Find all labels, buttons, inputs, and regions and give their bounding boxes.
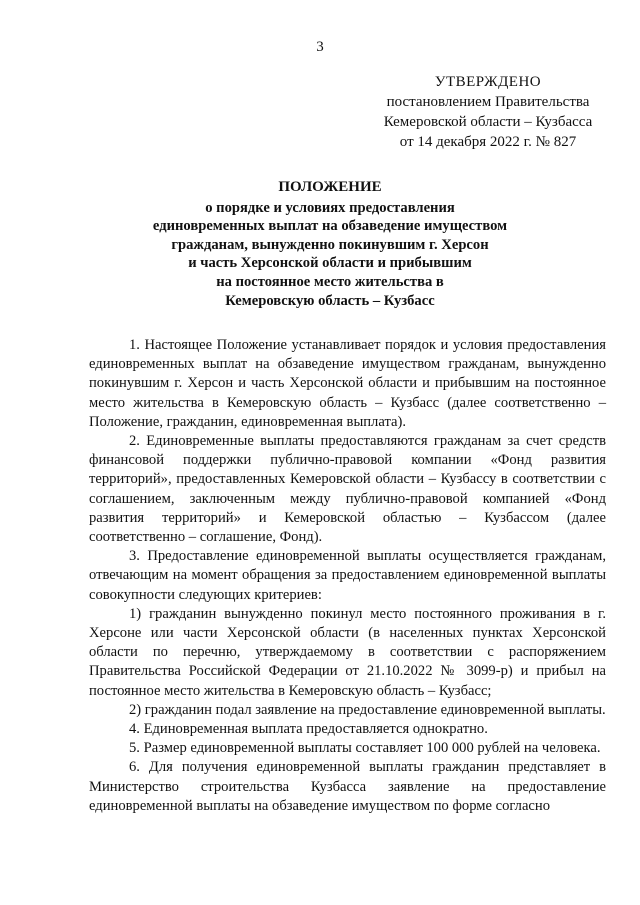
document-title: ПОЛОЖЕНИЕ (278, 179, 382, 195)
title-line: Кемеровскую область – Кузбасс (225, 292, 435, 309)
approval-heading: УТВЕРЖДЕНО (434, 74, 542, 90)
paragraph-3: 3. Предоставление единовременной выплаты осуществляется гражданам, отвечающим на момент обращения за предоставлением единовременной выплаты совокупности следующих критериев: (89, 548, 606, 603)
criterion-1: 1) гражданин вынужденно покинул место постоянного проживания в г. Херсоне или части Херсонской области (в населенных пунктах Херсонской области по перечню, утверждаемому в соответствии с распоряжением Правительства Российской Федерации от 21.10.2022 № 3099-р) и прибыл на постоянное место жительства в Кемеровскую область – Кузбасс; (89, 605, 606, 699)
paragraph-2: 2. Единовременные выплаты предоставляются гражданам за счет средств финансовой поддержки публично-правовой компании «Фонд развития территорий», предоставленных Кемеровской области – Кузбассу в соответствии с соглашением, заключенным между публично-правовой компанией «Фонд развития территорий» и Кемеровской областью – Кузбассом (далее соответственно – соглашение, Фонд). (89, 433, 606, 546)
title-line: на постоянное место жительства в (216, 273, 444, 290)
approval-line-region: Кемеровской области – Кузбасса (383, 114, 593, 130)
title-line: о порядке и условиях предоставления (205, 199, 455, 216)
document-body (89, 336, 606, 816)
approval-line-resolution: постановлением Правительства (386, 94, 590, 110)
title-line: гражданам, вынужденно покинувшим г. Херсон (171, 236, 489, 253)
criterion-2: 2) гражданин подал заявление на предоставление единовременной выплаты. (129, 701, 606, 718)
paragraph-4: 4. Единовременная выплата предоставляется однократно. (129, 721, 488, 738)
title-line: единовременных выплат на обзаведение имуществом (152, 218, 508, 235)
approval-line-date: от 14 декабря 2022 г. № 827 (399, 134, 577, 150)
paragraph-5: 5. Размер единовременной выплаты составляет 100 000 рублей на человека. (129, 740, 601, 757)
approval-stamp (372, 72, 604, 152)
document-title-block (80, 178, 580, 310)
title-line: и часть Херсонской области и прибывшим (188, 255, 472, 272)
paragraph-6: 6. Для получения единовременной выплаты гражданин представляет в Министерство строительства Кузбасса заявление на предоставление единовременной выплаты на обзаведение имуществом по форме согласно (89, 759, 606, 814)
page-number: 3 (316, 39, 324, 55)
paragraph-1: 1. Настоящее Положение устанавливает порядок и условия предоставления единовременных выплат на обзаведение имуществом гражданам, вынужденно покинувшим г. Херсон и часть Херсонской области и прибывшим на постоянное место жительства в Кемеровскую область – Кузбасс (далее соответственно – Положение, гражданин, единовременная выплата). (89, 337, 606, 430)
